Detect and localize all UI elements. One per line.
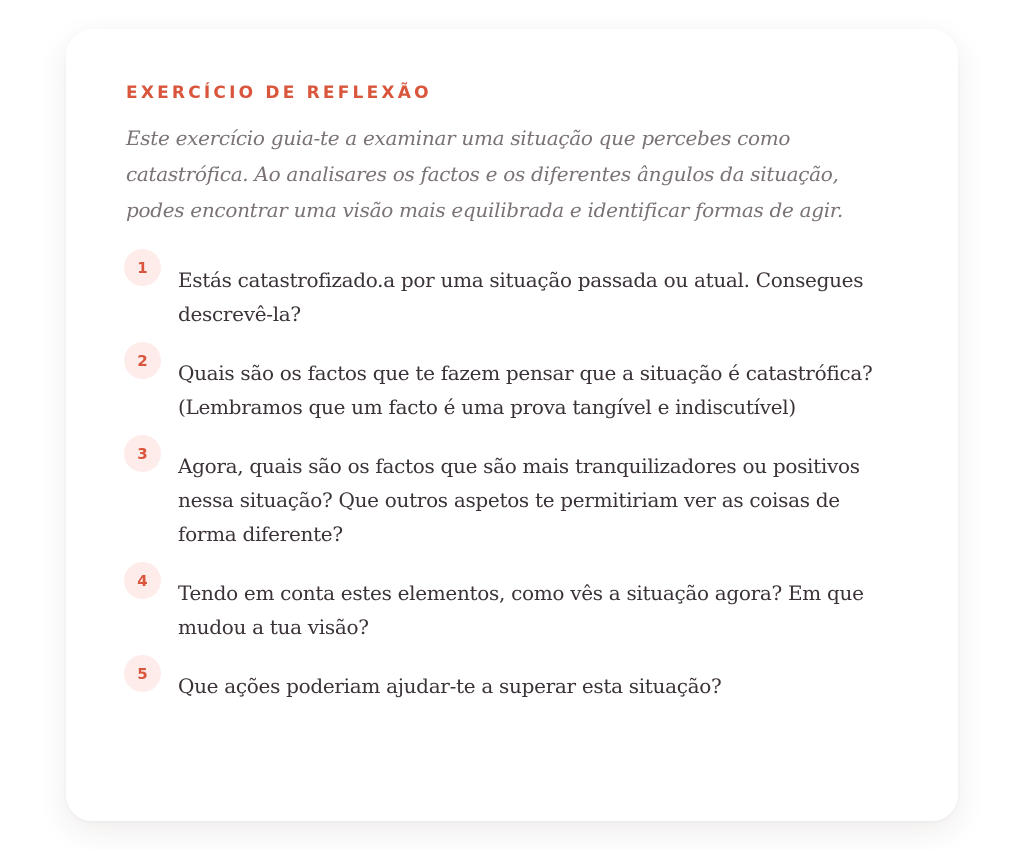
exercise-steps-list — [126, 258, 898, 703]
step-number-badge: 2 — [124, 342, 161, 379]
step-number-badge: 1 — [124, 249, 161, 286]
exercise-intro: Este exercício guia-te a examinar uma situação que percebes como catastrófica. Ao analisares os factos e os diferentes ângulos da situação, podes encontrar uma visão mais equilibrada e identificar formas de agir. — [126, 126, 843, 222]
step-question: Tendo em conta estes elementos, como vês a situação agora? Em que mudou a tua visão? — [178, 581, 864, 639]
exercise-step — [126, 351, 898, 424]
step-question: Que ações poderiam ajudar-te a superar esta situação? — [178, 674, 722, 698]
step-number-badge: 3 — [124, 435, 161, 472]
reflection-exercise-card — [66, 29, 958, 821]
exercise-step — [126, 444, 898, 551]
exercise-step — [126, 258, 898, 331]
exercise-step — [126, 571, 898, 644]
step-question: Estás catastrofizado.a por uma situação passada ou atual. Consegues descrevê-la? — [178, 268, 864, 326]
exercise-step — [126, 664, 898, 703]
exercise-heading: EXERCÍCIO DE REFLEXÃO — [126, 83, 432, 103]
step-question: Agora, quais são os factos que são mais tranquilizadores ou positivos nessa situação? Que outros aspetos te permitiriam ver as coisas de forma diferente? — [178, 454, 860, 546]
step-number-badge: 4 — [124, 562, 161, 599]
step-number-badge: 5 — [124, 655, 161, 692]
step-question: Quais são os factos que te fazem pensar que a situação é catastrófica? (Lembramos que um facto é uma prova tangível e indiscutível) — [178, 361, 873, 419]
